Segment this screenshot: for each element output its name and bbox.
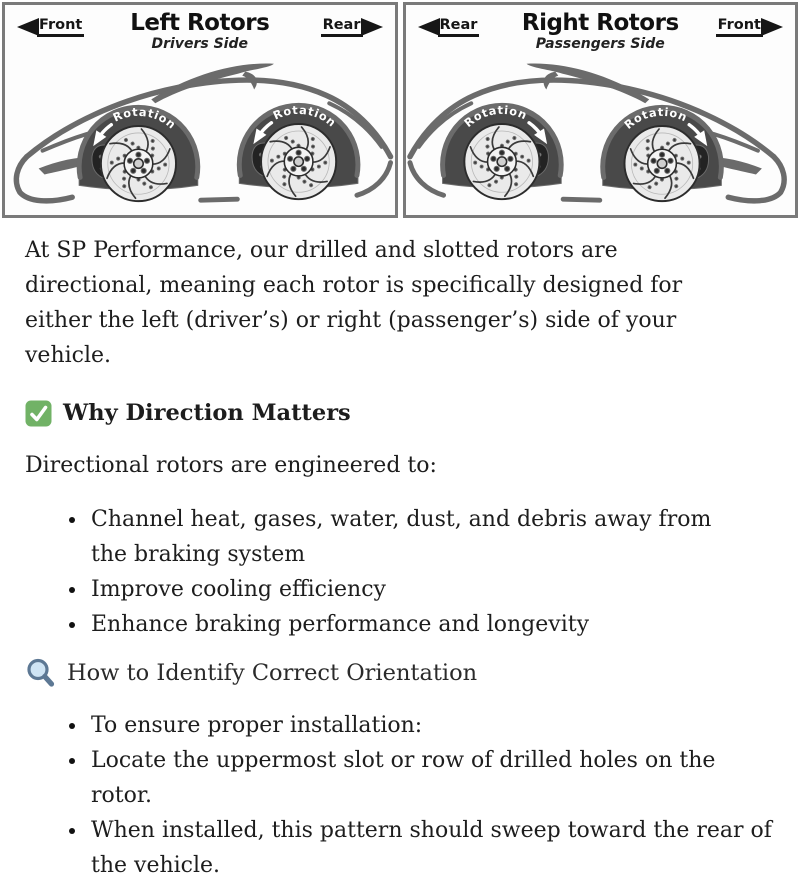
list-item: • To ensure proper installation: bbox=[88, 708, 775, 743]
list-item: • Locate the uppermost slot or row of drilled holes on the rotor. bbox=[88, 743, 775, 813]
right-arrow-icon bbox=[361, 18, 383, 36]
left-arrow-icon bbox=[17, 18, 39, 36]
right-rotors-panel bbox=[403, 2, 799, 218]
list-item: • Channel heat, gases, water, dust, and debris away from the braking system bbox=[88, 502, 748, 572]
front-direction-label bbox=[17, 17, 84, 37]
check-mark-icon bbox=[25, 400, 52, 427]
article-body bbox=[0, 218, 800, 893]
left-panel-header bbox=[15, 11, 385, 61]
list-item: • Enhance braking performance and longevity bbox=[88, 607, 748, 642]
panel-subtitle: Passengers Side bbox=[535, 36, 665, 53]
how-to-identify-heading bbox=[25, 657, 775, 689]
rotation-label: Rotation bbox=[460, 102, 530, 130]
why-lead: Directional rotors are engineered to: bbox=[25, 453, 437, 478]
magnifying-glass-icon bbox=[25, 657, 56, 689]
rear-direction-label bbox=[418, 17, 480, 37]
list-item: • Improve cooling efficiency bbox=[88, 572, 748, 607]
heading-text: Why Direction Matters bbox=[63, 400, 351, 426]
right-arrow-icon bbox=[761, 18, 783, 36]
rotor-direction-diagram bbox=[0, 0, 800, 218]
why-bullet-list bbox=[25, 502, 775, 642]
rotation-label: Rotation bbox=[620, 104, 690, 132]
left-arrow-icon bbox=[418, 18, 440, 36]
direction-label-text: Front bbox=[37, 17, 84, 37]
left-rotors-panel bbox=[2, 2, 398, 218]
panel-subtitle: Drivers Side bbox=[151, 36, 248, 53]
direction-label-text: Rear bbox=[438, 17, 480, 37]
rotation-label: Rotation bbox=[270, 102, 340, 130]
right-panel-header bbox=[416, 11, 786, 61]
panel-title: Left Rotors bbox=[130, 10, 270, 36]
how-bullet-list bbox=[25, 708, 775, 883]
panel-title: Right Rotors bbox=[521, 10, 679, 36]
why-direction-matters-heading bbox=[25, 400, 775, 427]
rear-direction-label bbox=[321, 17, 383, 37]
intro-paragraph: At SP Performance, our drilled and slotted rotors are directional, meaning each rotor is specifically designed for either the left (driver’s) or right (passenger’s) side of your vehicle. bbox=[25, 238, 683, 368]
direction-label-text: Rear bbox=[321, 17, 363, 37]
list-item: • When installed, this pattern should sweep toward the rear of the vehicle. bbox=[88, 813, 775, 883]
heading-text: How to Identify Correct Orientation bbox=[67, 659, 478, 686]
direction-label-text: Front bbox=[716, 17, 763, 37]
rotation-label: Rotation bbox=[110, 104, 180, 132]
front-direction-label bbox=[716, 17, 783, 37]
